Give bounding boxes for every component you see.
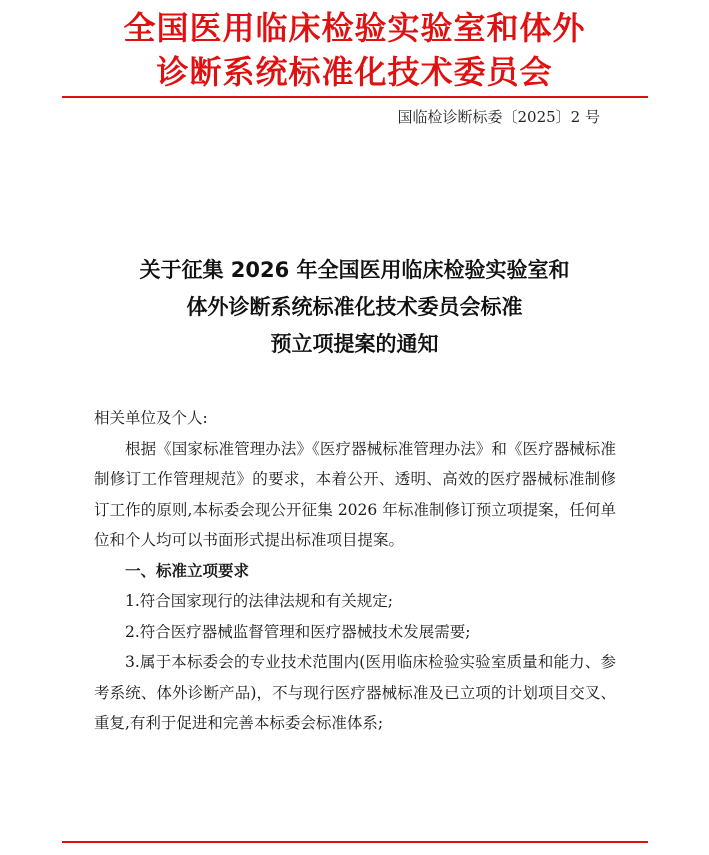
- salutation: 相关单位及个人:: [94, 409, 208, 427]
- intro-paragraph: 根据《国家标准管理办法》《医疗器械标准管理办法》和《医疗器械标准制修订工作管理规范》的要求，本着公开、透明、高效的医疗器械标准制修订工作的原则,本标委会现公开征集 2026 年标准制修订预立项提案，任何单位和个人均可以书面形式提出标准项目提案。: [94, 439, 616, 549]
- section-1-heading: 一、标准立项要求: [125, 561, 250, 580]
- issuing-organization-header: [0, 6, 709, 94]
- organization-name-line-1: 全国医用临床检验实验室和体外: [123, 9, 586, 47]
- document-number: 国临检诊断标委〔2025〕2 号: [397, 108, 600, 126]
- header-red-rule: [62, 96, 648, 98]
- notice-title: [0, 252, 709, 363]
- footer-red-rule: [62, 841, 648, 843]
- notice-title-line-3: 预立项提案的通知: [270, 332, 439, 356]
- requirement-item-3: 3.属于本标委会的专业技术范围内(医用临床检验实验室质量和能力、参考系统、体外诊断产品)，不与现行医疗器械标准及已立项的计划项目交叉、重复,有利于促进和完善本标委会标准体系;: [94, 653, 616, 732]
- notice-title-line-2: 体外诊断系统标准化技术委员会标准: [186, 295, 523, 319]
- requirement-item-1: 1.符合国家现行的法律法规和有关规定;: [125, 592, 394, 610]
- notice-body: [94, 403, 616, 739]
- requirement-item-2: 2.符合医疗器械监督管理和医疗器械技术发展需要;: [125, 622, 471, 641]
- notice-title-line-1: 关于征集 2026 年全国医用临床检验实验室和: [139, 258, 570, 282]
- organization-name-line-2: 诊断系统标准化技术委员会: [156, 53, 553, 91]
